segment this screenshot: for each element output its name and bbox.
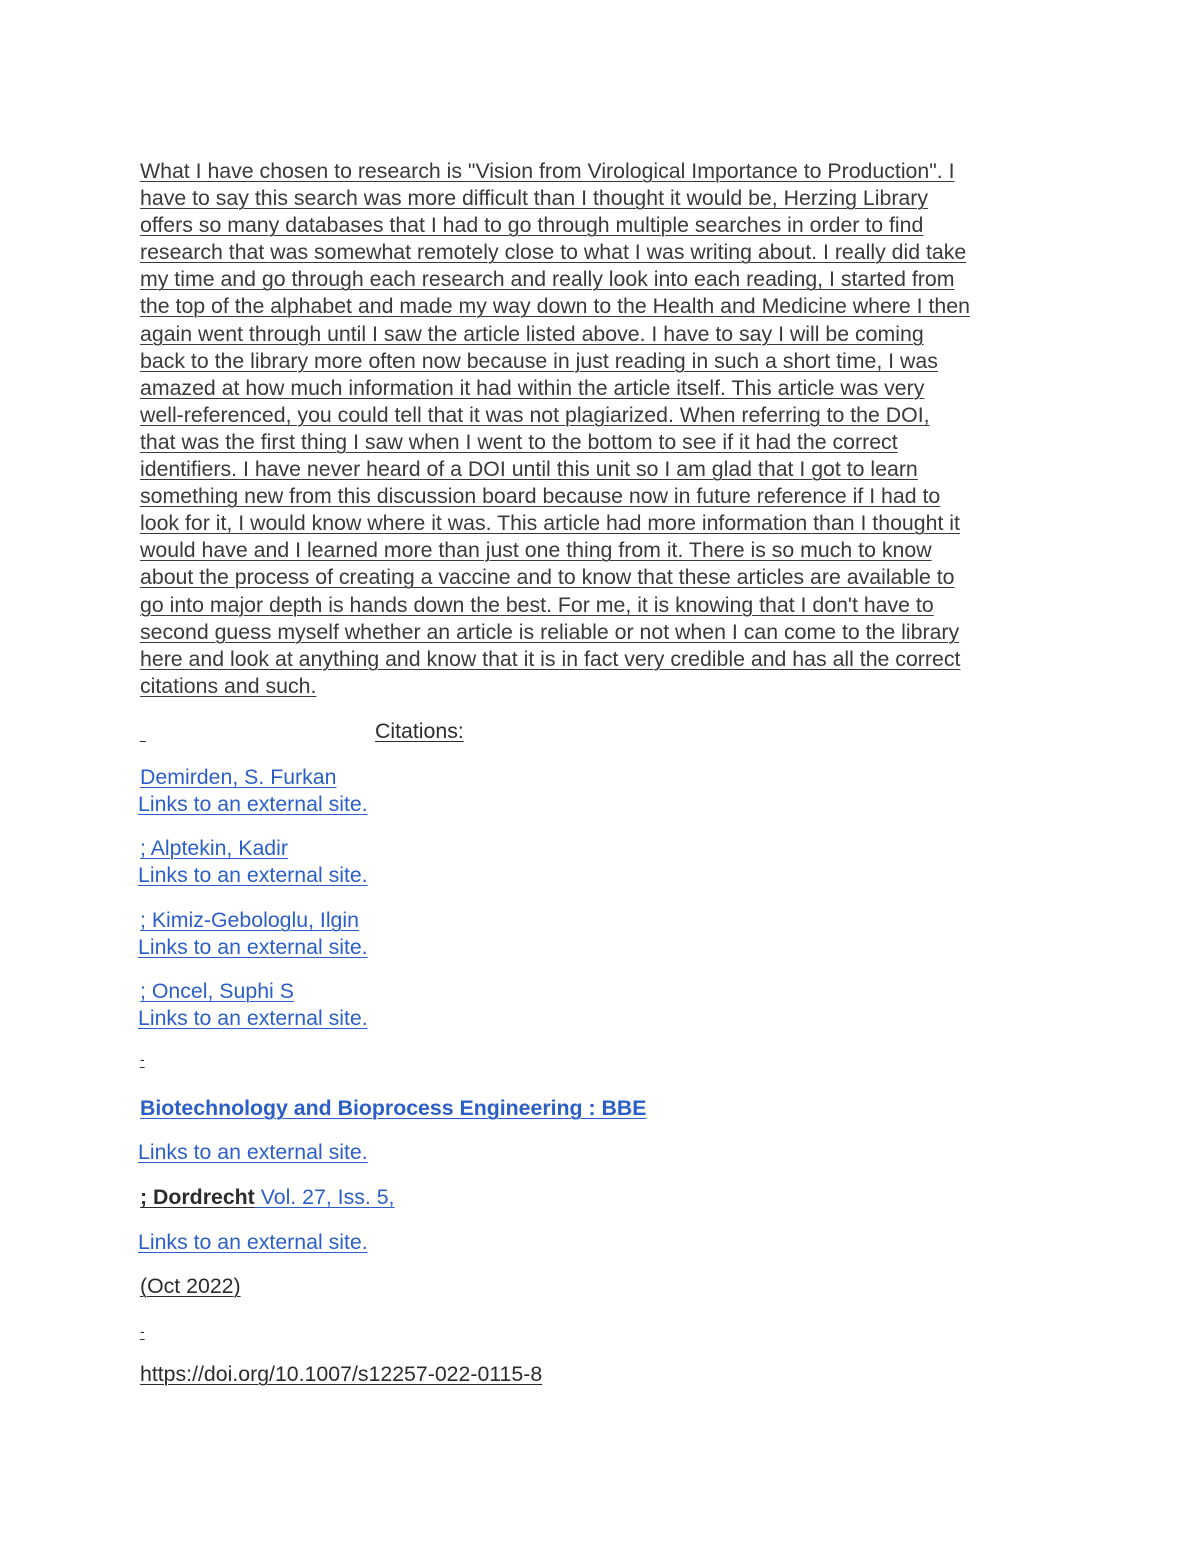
publisher-volume	[140, 1184, 394, 1211]
body-line: here and look at anything and know that it is in fact very credible and has all the correct	[140, 646, 961, 671]
volume-external-link[interactable]	[138, 1229, 368, 1256]
author-name[interactable]: ; Oncel, Suphi S	[140, 979, 294, 1003]
heading-underline-spacer	[140, 718, 375, 745]
publisher-place: ; Dordrecht	[140, 1185, 255, 1209]
body-line: that was the first thing I saw when I went to the bottom to see if it had the correct	[140, 429, 898, 454]
body-line: look for it, I would know where it was. This article had more information than I thought it	[140, 511, 960, 536]
volume-issue-link[interactable]: Vol. 27, Iss. 5,	[254, 1185, 395, 1209]
author-4[interactable]	[140, 978, 368, 1032]
journal-title-link[interactable]: Biotechnology and Bioprocess Engineering : BBE	[140, 1096, 647, 1120]
journal-external-link[interactable]	[138, 1139, 368, 1166]
journal-title[interactable]	[140, 1095, 646, 1122]
author-name[interactable]: ; Alptekin, Kadir	[140, 836, 288, 860]
body-line: well-referenced, you could tell that it was not plagiarized. When referring to the DOI,	[140, 402, 930, 427]
external-site-link[interactable]: Links to an external site.	[138, 1230, 368, 1254]
body-line: citations and such.	[140, 673, 317, 698]
author-name[interactable]: Demirden, S. Furkan	[140, 765, 337, 789]
body-line: offers so many databases that I had to go through multiple searches in order to find	[140, 213, 924, 238]
separator-dash-2-text: -	[140, 1323, 145, 1339]
body-line: have to say this search was more difficult than I thought it would be, Herzing Library	[140, 186, 928, 211]
separator-dash	[140, 1046, 145, 1073]
external-site-link[interactable]: Links to an external site.	[138, 1140, 368, 1164]
doi-link-text[interactable]: https://doi.org/10.1007/s12257-022-0115-8	[140, 1362, 543, 1386]
body-line: would have and I learned more than just one thing from it. There is so much to know	[140, 538, 932, 563]
document-page	[138, 158, 1070, 1386]
publication-date-text: (Oct 2022)	[140, 1274, 241, 1298]
body-line: go into major depth is hands down the best. For me, it is knowing that I don't have to	[140, 592, 934, 617]
body-line: second guess myself whether an article is reliable or not when I can come to the library	[140, 619, 960, 644]
publication-date	[140, 1273, 241, 1300]
external-site-link[interactable]: Links to an external site.	[138, 1006, 368, 1030]
body-line: again went through until I saw the article listed above. I have to say I will be coming	[140, 321, 924, 346]
discussion-post-body	[140, 158, 1070, 700]
body-line: the top of the alphabet and made my way down to the Health and Medicine where I then	[140, 294, 970, 319]
body-line: identifiers. I have never heard of a DOI until this unit so I am glad that I got to learn	[140, 457, 918, 482]
body-line: about the process of creating a vaccine and to know that these articles are available to	[140, 565, 955, 590]
body-line: back to the library more often now because in just reading in such a short time, I was	[140, 348, 938, 373]
author-3[interactable]	[140, 907, 368, 961]
external-site-link[interactable]: Links to an external site.	[138, 792, 368, 816]
doi-link[interactable]	[140, 1361, 542, 1388]
body-line: What I have chosen to research is "Vision from Virological Importance to Production". I	[140, 159, 955, 183]
external-site-link[interactable]: Links to an external site.	[138, 863, 368, 887]
citations-heading	[140, 718, 464, 745]
separator-dash-2	[140, 1318, 145, 1345]
body-line: my time and go through each research and really look into each reading, I started from	[140, 267, 955, 292]
body-line: amazed at how much information it had within the article itself. This article was very	[140, 375, 925, 400]
separator-dash-text: -	[140, 1051, 145, 1067]
body-line: something new from this discussion board because now in future reference if I had to	[140, 484, 941, 509]
citations-heading-text: Citations:	[375, 719, 464, 743]
author-1[interactable]	[140, 764, 368, 818]
external-site-link[interactable]: Links to an external site.	[138, 935, 368, 959]
body-line: research that was somewhat remotely close to what I was writing about. I really did take	[140, 240, 967, 265]
author-name[interactable]: ; Kimiz-Gebologlu, Ilgin	[140, 908, 359, 932]
author-2[interactable]	[140, 835, 368, 889]
